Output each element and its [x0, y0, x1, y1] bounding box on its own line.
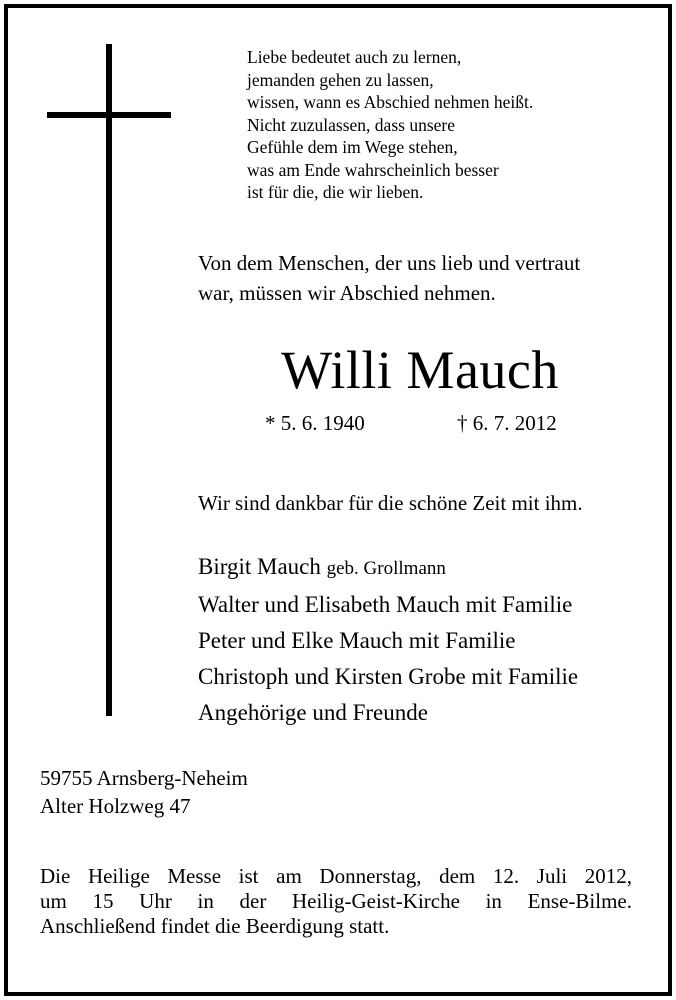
maiden-name: geb. Grollmann	[326, 558, 446, 579]
service-line: um 15 Uhr in der Heilig-Geist-Kirche in Ense-Bilme.	[40, 889, 632, 913]
address-street: Alter Holzweg 47	[40, 794, 191, 818]
poem-line: was am Ende wahrscheinlich besser	[247, 159, 499, 180]
thanks-text: Wir sind dankbar für die schöne Zeit mit ihm.	[198, 491, 583, 515]
mourner-line: Angehörige und Freunde	[198, 700, 428, 725]
mourner-name: Birgit Mauch	[198, 554, 321, 579]
poem-line: wissen, wann es Abschied nehmen heißt.	[247, 92, 534, 112]
mourner-line	[198, 549, 578, 587]
poem-line: ist für die, die wir lieben.	[247, 182, 424, 202]
service-line: Anschließend findet die Beerdigung statt.	[40, 914, 390, 938]
mourner-line: Peter und Elke Mauch mit Familie	[198, 628, 516, 653]
cross-horizontal-bar	[47, 112, 171, 118]
poem-line: Nicht zuzulassen, dass unsere	[247, 114, 455, 135]
death-date: † 6. 7. 2012	[457, 411, 557, 435]
service-info	[40, 864, 632, 939]
intro-line: Von dem Menschen, der uns lieb und vertraut	[198, 251, 581, 275]
intro-text	[198, 248, 580, 308]
service-line: Die Heilige Messe ist am Donnerstag, dem 12. Juli 2012,	[40, 864, 632, 888]
mourners-list	[198, 549, 578, 731]
address-block	[40, 764, 248, 820]
birth-date: * 5. 6. 1940	[265, 411, 365, 435]
poem-line: Liebe bedeutet auch zu lernen,	[247, 47, 462, 67]
poem-line: jemanden gehen zu lassen,	[247, 69, 434, 90]
poem-line: Gefühle dem im Wege stehen,	[247, 137, 458, 157]
intro-line: war, müssen wir Abschied nehmen.	[198, 281, 496, 305]
deceased-name: Willi Mauch	[281, 340, 559, 400]
mourner-line: Christoph und Kirsten Grobe mit Familie	[198, 664, 579, 689]
mourner-line: Walter und Elisabeth Mauch mit Familie	[198, 592, 573, 617]
address-city: 59755 Arnsberg-Neheim	[40, 766, 248, 790]
poem	[247, 46, 533, 204]
